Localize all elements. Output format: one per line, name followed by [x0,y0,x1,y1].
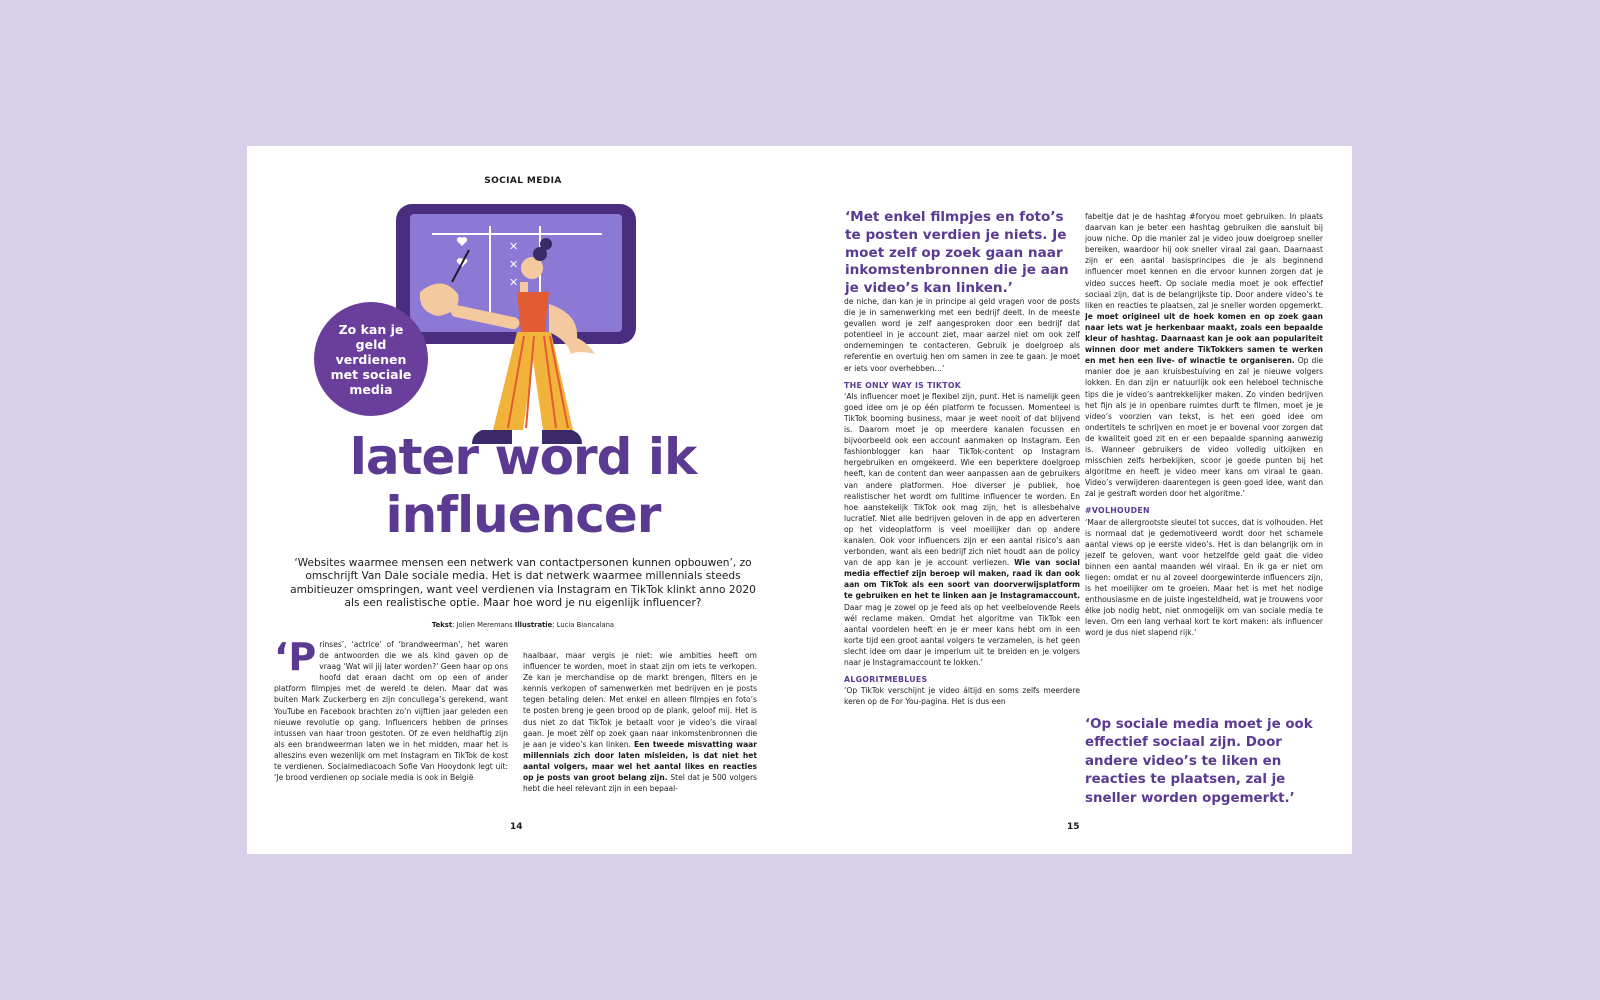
magazine-spread [247,146,1352,854]
column-4-paragraph-1-wrap [1085,211,1323,499]
headline [247,428,799,544]
body-column-3 [844,296,1080,812]
column-2-text-b: Stel dat je 500 volgers hebt die heel relevant zijn in een bepaal- [523,773,757,794]
subheading-volhouden: #VOLHOUDEN [1085,506,1150,516]
section-label: SOCIAL MEDIA [484,176,562,186]
subheading-algoritmeblues: ALGORITMEBLUES [844,675,928,685]
page-number-right: 15 [1067,822,1080,832]
column-4-paragraph-2: Op die manier doe je aan kruisbestuiving en zal je nieuwe volgers lokken. En dan zijn er natuurlijk ook een heleboel technische tips die je video’s aantrekkelijker maken. Zo vinden bedrijven het fijn als je in openbare ruimtes durft te filmen, moet je je video’s voorzien van tekst, is het een goed idee om ondertitels te schrijven en moet je er bovenal voor zorgen dat de kwaliteit goed zit en er een bepaalde spanning aanwezig is. Wanneer gebruikers de video volledig uitkijken en misschien zelfs herbekijken, scoor je goede punten bij het algoritme en heeft je video meer kans om viraal te gaan. Video’s verwijderen daarentegen is geen goed idee, want dan zal je gestraft worden door het algoritme.’ [1085,356,1323,499]
credits-illustration-label: Illustratie [514,621,553,629]
credits-author: : Jolien Meremans [452,621,515,629]
page-number-left: 14 [510,822,523,832]
svg-text:✕: ✕ [509,276,519,289]
body-column-1 [274,639,508,809]
column-3-paragraph-2-wrap [844,391,1080,668]
svg-text:✕: ✕ [509,240,519,253]
column-3-emphasis: Wie van social media effectief zijn beroep wil maken, raad ik dan ook aan om TikTok als een soort van doorverwijsplatform te gebruiken en het te linken aan je Instagramaccount. [844,558,1080,601]
headline-line-1: later word ik [349,428,697,486]
headline-line-2: influencer [385,486,661,544]
body-column-4 [1085,211,1323,699]
svg-text:✕: ✕ [509,258,519,271]
badge-text: Zo kan je geld verdienen met sociale media [330,321,412,397]
column-3-paragraph-1: de niche, dan kan je in principe al geld vragen voor de posts die je in samenwerking met een bedrijf deelt. In de meeste gevallen word je zelf aangesproken door een bedrijf dat potentieel in je account ziet, maar aarzel niet om ook zelf ondernemingen te contacteren. Gebruik je doelgroep als referentie en overtuig hen om samen in zee te gaan. Je moet er iets voor overhebben…’ [844,297,1080,373]
headline-badge [314,302,428,416]
column-4-emphasis: Je moet origineel uit de hoek komen en op zoek gaan naar iets wat je herkenbaar maakt, zoals een bepaalde kleur of hashtag. Daarnaast kan je ook aan populariteit winnen door met andere TikTokkers samen te werken en met hen een live- of winactie te organiseren. [1085,311,1323,366]
pull-quote-1: ‘Met enkel filmpjes en foto’s te posten verdien je niets. Je moet zelf op zoek gaan naar inkomstenbronnen die je aan je video’s kan linken.’ [845,209,1069,297]
column-3-paragraph-4: ‘Op TikTok verschijnt je video áltijd en soms zelfs meerdere keren op de For You-pagina. Het is dus een [844,686,1080,707]
column-4-paragraph-1: fabeltje dat je de hashtag #foryou moet gebruiken. In plaats daarvan kan je beter een hashtag gebruiken die aansluit bij jouw niche. Op die manier zal je video jouw doelgroep sneller bereiken, waardoor hij ook sneller viraal zal gaan. Daarnaast zijn er een aantal basisprincipes die je als beginnend influencer moet kennen en die ervoor kunnen zorgen dat je video succes heeft. Op sociale media moet je ook effectief sociaal zijn, dat is de belangrijkste tip. Door andere video’s te liken en reacties te plaatsen, zal je sneller worden opgemerkt. [1085,212,1323,310]
column-3-paragraph-2: ‘Als influencer moet je flexibel zijn, punt. Het is namelijk geen goed idee om je op één platform te focussen. Momenteel is TikTok booming business, maar je weet nooit of dat blijvend is. Daarom moet je op meerdere kanalen focussen en bijvoorbeeld ook een account aanmaken op Instagram. Een fashionblogger kan haar TikTok-content op Instagram hergebruiken en omgekeerd. Wie een beperktere doelgroep heeft, kan de content dan weer aanpassen aan de gebruikers van andere platformen. Hoe diverser je publiek, hoe realistischer het wordt om fulltime influencer te worden. En hoe aanstekelijk TikTok ook mag zijn, het is allesbehalve lucratief. Niet alle bedrijven geloven in de app en adverteren op het videoplatform is veel moeilijker dan op andere kanalen. Ook voor influencers zijn er een aantal risico’s aan verbonden, want als een bedrijf zich niet houdt aan de policy van de app kan je je account verliezen. [844,391,1080,568]
column-4-paragraph-3: ‘Maar de allergrootste sleutel tot succes, dat is volhouden. Het is normaal dat je gedemotiveerd wordt door het schamele aantal views op je eerste video’s. Het is dan belangrijk om in jezelf te geloven, want voor hetzelfde geld gaat die video binnen een aantal maanden wél viraal. En ik ga er niet om liegen: omdat er nu al zoveel doorgewinterde influencers zijn, is het moeilijker om te groeien. Maar het is met het nodige enthousiasme en de juiste ingesteldheid, wat je trouwens voor élke job nodig hebt, niet onmogelijk om van sociale media te leven. Om een lang verhaal kort te kort maken: als influencer word je dus niet slapend rijk.’ [1085,517,1323,638]
drop-cap: ‘P [274,639,317,679]
column-3-paragraph-3: Daar mag je zowel op je feed als op het veelbelovende Reels wél reclame maken. Omdat het algoritme van TikTok een aantal voordelen heeft en je er meer kans hebt om in een korte tijd een groot aantal volgers te verzamelen, is het geen slecht idee om daar je imperium uit te breiden en je volgers naar je Instagramaccount te lokken.’ [844,602,1080,667]
left-page [247,146,799,854]
right-page [799,146,1352,854]
body-column-2 [523,650,757,809]
credits-illustrator: : Lucia Biancalana [552,621,615,629]
subheading-tiktok: THE ONLY WAY IS TIKTOK [844,380,962,390]
intro-paragraph: ‘Websites waarmee mensen een netwerk van contactpersonen kunnen opbouwen’, zo omschrijft Van Dale sociale media. Het is dat netwerk waarmee millennials steeds ambitieuzer omspringen, want veel verdienen via Instagram en TikTok klinkt anno 2020 als een realistische optie. Maar hoe word je nu eigenlijk influencer? [290,557,756,610]
column-1-text: rinses’, ‘actrice’ of ‘brandweerman’, het waren de antwoorden die we als kind gaven op de vraag ‘Wat wil jij later worden?’ Geen haar op ons hoofd dat eraan dacht om op een of ander platform filmpjes met de wereld te delen. Maar dat was buiten Mark Zuckerberg en zijn concullega’s gerekend, want YouTube en Facebook brachten zo’n vijftien jaar geleden een nieuwe revolutie op gang. Influencers hebben de prinses intussen van haar troon gestoten. Of ze even heldhaftig zijn als een brandweerman laten we in het midden, maar het is alleszins even wezenlijk om met Instagram en TikTok de kost te verdienen. Socialmediacoach Sofie Van Hooydonk legt uit: ‘Je brood verdienen op sociale media is ook in België [274,640,508,783]
credits [247,621,799,629]
credits-text-label: Tekst [431,621,453,629]
pull-quote-2: ‘Op sociale media moet je ook effectief sociaal zijn. Door andere video’s te liken en reacties te plaatsen, zal je sneller worden opgemerkt.’ [1085,717,1313,806]
column-2-emphasis: Een tweede misvatting waar millennials zich door laten misleiden, is dat niet het aantal volgers, maar wel het aantal likes en reacties op je posts van groot belang zijn. [523,739,757,783]
column-2-text-a: haalbaar, maar vergis je niet: wie ambities heeft om influencer te worden, moet in staat zijn om iets te verkopen. Ze kan je merchandise op de markt brengen, filters en je kennis verkopen of samenwerken met bedrijven en je posts tegen betaling delen. Met enkel en alleen filmpjes en foto’s te posten breng je geen brood op de plank, geloof mij. Het is dus niet zo dat TikTok je betaalt voor je video’s die viraal gaan. Je moet zélf op zoek gaan naar inkomstenbronnen die je aan je video’s kan linken. [523,651,757,749]
